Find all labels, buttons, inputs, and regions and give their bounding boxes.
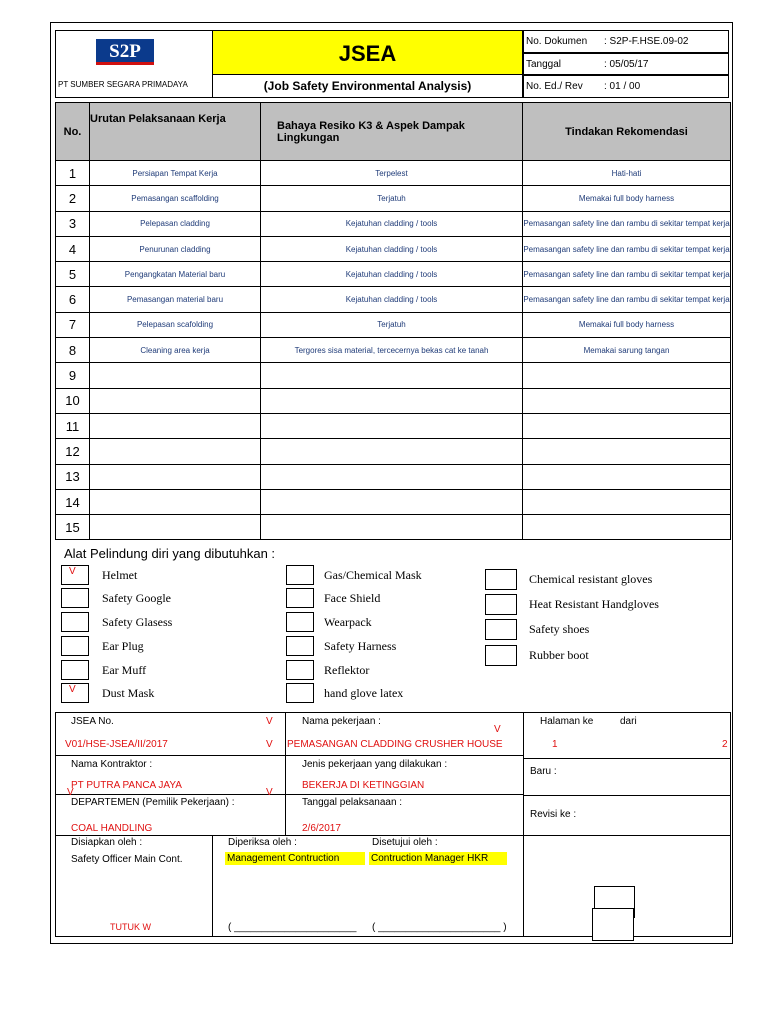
action-cell [523,515,731,540]
of-label: dari [620,716,637,727]
step-cell [90,515,261,540]
hazard-cell [261,363,523,388]
new-label: Baru : [530,766,557,777]
document-subtitle: (Job Safety Environmental Analysis) [212,75,523,98]
jsea-no-label: JSEA No. [71,716,114,727]
ppe-checkbox[interactable] [286,636,314,656]
row-number: 12 [56,439,90,464]
row-number: 14 [56,489,90,514]
footer-divider [523,758,731,759]
prepared-by-name: TUTUK W [110,922,151,932]
jsea-table [55,102,731,540]
footer-divider [523,795,731,796]
page-label: Halaman ke [540,716,594,727]
check-mark: V [266,739,273,750]
ppe-checkbox[interactable] [286,683,314,703]
job-type-label: Jenis pekerjaan yang dilakukan : [302,759,448,770]
ppe-label: Gas/Chemical Mask [324,568,422,582]
ppe-checkbox[interactable] [61,636,89,656]
table-row [56,211,731,236]
job-type-value: BEKERJA DI KETINGGIAN [302,780,425,791]
hazard-cell [261,489,523,514]
jsea-no-value: V01/HSE-JSEA/II/2017 [65,739,168,750]
ppe-label: Safety Glasess [102,615,173,629]
action-cell: Memakai full body harness [523,186,731,211]
check-mark: V [266,716,273,727]
ppe-checkbox[interactable] [286,565,314,585]
ppe-checkbox[interactable] [485,645,517,666]
hazard-cell: Kejatuhan cladding / tools [261,262,523,287]
footer-divider [55,755,523,756]
col-header-step: Urutan Pelaksanaan Kerja [90,103,261,161]
action-cell [523,413,731,438]
row-number: 15 [56,515,90,540]
action-cell: Memakai sarung tangan [523,338,731,363]
ppe-label: Ear Plug [102,639,144,653]
hazard-cell: Kejatuhan cladding / tools [261,236,523,261]
hazard-cell: Terpelest [261,161,523,186]
row-number: 11 [56,413,90,438]
ppe-checkbox[interactable] [61,612,89,632]
ppe-label: Helmet [102,568,138,582]
ppe-label: Ear Muff [102,663,147,677]
ppe-checkbox[interactable] [61,588,89,608]
checked-by-label: Diperiksa oleh : [228,837,297,848]
table-row [56,439,731,464]
ppe-checkbox[interactable] [286,612,314,632]
meta-edition [523,75,729,98]
step-cell: Cleaning area kerja [90,338,261,363]
ppe-checkbox[interactable] [485,594,517,615]
department-label: DEPARTEMEN (Pemilik Pekerjaan) : [71,797,235,808]
row-number: 10 [56,388,90,413]
step-cell: Pemasangan material baru [90,287,261,312]
ppe-label: hand glove latex [324,686,404,700]
row-number: 6 [56,287,90,312]
row-number: 4 [56,236,90,261]
row-number: 3 [56,211,90,236]
hazard-cell: Terjatuh [261,186,523,211]
table-row [56,161,731,186]
check-mark: V [67,787,74,798]
page-total: 2 [722,739,728,750]
signature-line-2: ( ______________________ ) [372,922,507,933]
row-number: 9 [56,363,90,388]
approved-by-role: Contruction Manager HKR [369,852,507,865]
ppe-checkbox[interactable] [485,569,517,590]
table-row [56,363,731,388]
meta-value: : 05/05/17 [604,58,649,70]
step-cell: Persiapan Tempat Kerja [90,161,261,186]
hazard-cell: Tergores sisa material, tercecernya bekas cat ke tanah [261,338,523,363]
hazard-cell [261,439,523,464]
hazard-cell: Kejatuhan cladding / tools [261,211,523,236]
contractor-label: Nama Kontraktor : [71,759,153,770]
row-number: 2 [56,186,90,211]
ppe-checkbox[interactable] [61,660,89,680]
hazard-cell [261,515,523,540]
row-number: 5 [56,262,90,287]
ppe-label: Safety Google [102,591,171,605]
row-number: 13 [56,464,90,489]
table-row [56,287,731,312]
action-cell [523,388,731,413]
stamp-box [592,908,634,941]
step-cell: Pelepasan scafolding [90,312,261,337]
hazard-cell [261,464,523,489]
step-cell: Pelepasan cladding [90,211,261,236]
step-cell [90,489,261,514]
table-row [56,388,731,413]
row-number: 7 [56,312,90,337]
step-cell [90,413,261,438]
table-row [56,186,731,211]
meta-value: : S2P-F.HSE.09-02 [604,36,689,47]
prepared-by-label: Disiapkan oleh : [71,837,143,848]
check-mark: V [266,787,273,798]
approved-by-label: Disetujui oleh : [372,837,438,848]
ppe-label: Wearpack [324,615,372,629]
step-cell [90,363,261,388]
table-row [56,338,731,363]
hazard-cell [261,388,523,413]
ppe-label: Rubber boot [529,648,589,662]
col-header-hazard: Bahaya Resiko K3 & Aspek Dampak Lingkungan [261,103,523,161]
table-row [56,312,731,337]
footer-divider [55,794,523,795]
table-header-row [56,103,731,161]
meta-value: : 01 / 00 [604,81,641,93]
page-number: 1 [552,739,558,750]
row-number: 1 [56,161,90,186]
revision-label: Revisi ke : [530,809,577,820]
hazard-cell: Terjatuh [261,312,523,337]
meta-label: No. Dokumen [526,36,588,47]
job-name-label: Nama pekerjaan : [302,716,381,727]
step-cell [90,464,261,489]
document-title: JSEA [212,30,523,75]
ppe-checkbox[interactable]: V [61,683,89,703]
check-mark: V [494,724,501,735]
table-row [56,413,731,438]
job-name-value: PEMASANGAN CLADDING CRUSHER HOUSE [287,739,503,750]
company-name: PT SUMBER SEGARA PRIMADAYA [58,80,188,89]
footer-divider [285,712,286,835]
meta-label: Tanggal [526,58,562,70]
step-cell: Pemasangan scaffolding [90,186,261,211]
meta-document-number [523,30,729,53]
ppe-label: Safety shoes [529,622,590,636]
contractor-value: PT PUTRA PANCA JAYA [71,780,182,791]
footer-divider [212,835,213,937]
action-cell: Memakai full body harness [523,312,731,337]
table-row [56,464,731,489]
table-row [56,262,731,287]
row-number: 8 [56,338,90,363]
table-row [56,489,731,514]
company-logo: S2P [96,39,154,65]
ppe-label: Safety Harness [324,639,397,653]
ppe-checkbox[interactable] [286,588,314,608]
date-label: Tanggal pelaksanaan : [302,797,403,808]
ppe-checkbox[interactable] [286,660,314,680]
meta-label: No. Ed./ Rev [526,81,583,93]
ppe-label: Dust Mask [102,686,155,700]
ppe-label: Heat Resistant Handgloves [529,597,659,611]
table-row [56,236,731,261]
signature-line-1: ( ______________________ [228,922,357,933]
step-cell: Penurunan cladding [90,236,261,261]
table-row [56,515,731,540]
action-cell: Pemasangan safety line dan rambu di sekitar tempat kerja [523,287,731,312]
action-cell: Pemasangan safety line dan rambu di sekitar tempat kerja [523,262,731,287]
col-header-no: No. [56,103,90,161]
action-cell [523,464,731,489]
date-value: 2/6/2017 [302,823,341,834]
footer-divider [55,835,731,836]
department-value: COAL HANDLING [71,823,153,834]
ppe-label: Chemical resistant gloves [529,572,653,586]
step-cell [90,388,261,413]
ppe-label: Reflektor [324,663,370,677]
ppe-checkbox[interactable] [485,619,517,640]
step-cell [90,439,261,464]
meta-date [523,53,729,76]
ppe-label: Face Shield [324,591,381,605]
hazard-cell: Kejatuhan cladding / tools [261,287,523,312]
prepared-by-role: Safety Officer Main Cont. [71,854,183,865]
hazard-cell [261,413,523,438]
checked-by-role: Management Contruction [225,852,365,865]
action-cell: Hati-hati [523,161,731,186]
action-cell [523,439,731,464]
action-cell: Pemasangan safety line dan rambu di sekitar tempat kerja [523,236,731,261]
step-cell: Pengangkatan Material baru [90,262,261,287]
action-cell [523,363,731,388]
action-cell [523,489,731,514]
col-header-action: Tindakan Rekomendasi [523,103,731,161]
ppe-checkbox[interactable]: V [61,565,89,585]
apd-title: Alat Pelindung diri yang dibutuhkan : [64,546,276,561]
footer-divider [523,712,524,937]
action-cell: Pemasangan safety line dan rambu di sekitar tempat kerja [523,211,731,236]
